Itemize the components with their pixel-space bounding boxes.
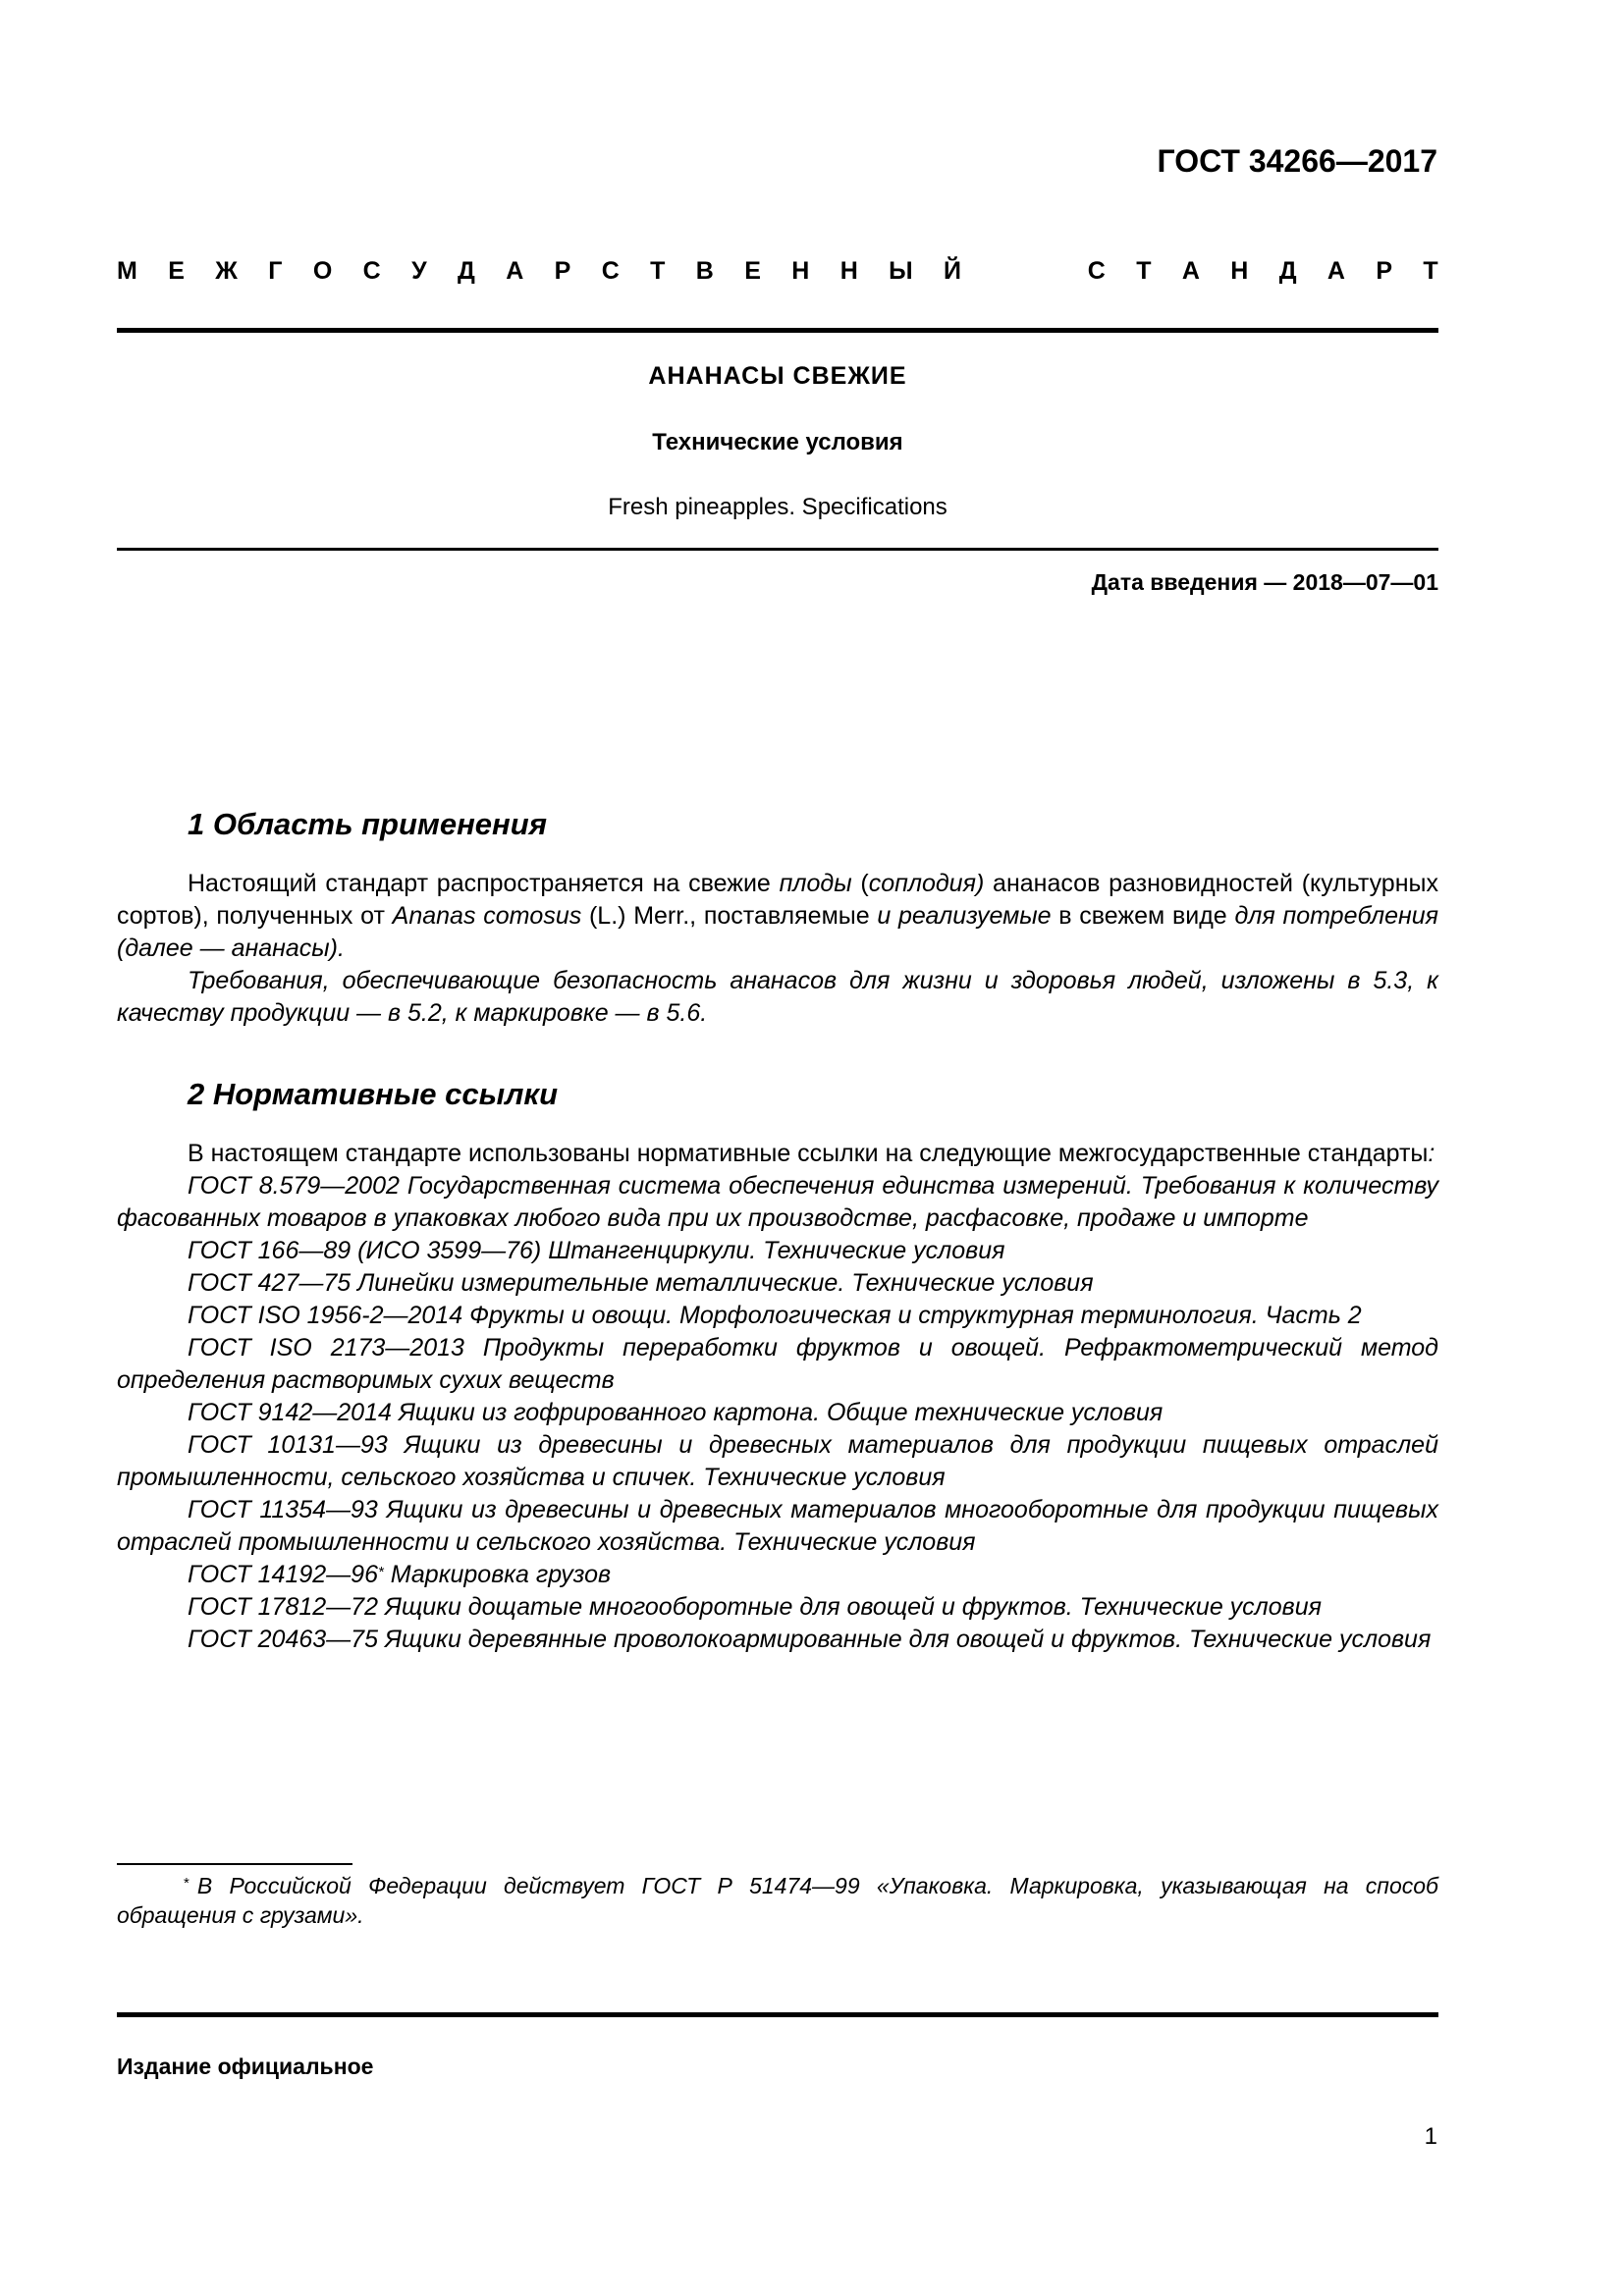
reference-item: ГОСТ 10131—93 Ящики из древесины и древесных материалов для продукции пищевых отраслей промышленности, сельского хозяйства и спичек. Технические условия — [117, 1431, 1438, 1491]
banner-letter: Ы — [889, 257, 913, 285]
reference-item: ГОСТ 20463—75 Ящики деревянные проволокоармированные для овощей и фруктов. Технические условия — [188, 1626, 1432, 1653]
document-title: АНАНАСЫ СВЕЖИЕ — [648, 362, 907, 390]
footnote-text: В Российской Федерации действует ГОСТ Р 51474—99 «Упаковка. Маркировка, указывающая на способ обращения с грузами». — [117, 1873, 1438, 1928]
standard-type-banner — [117, 257, 1438, 286]
banner-letter: Т — [1423, 257, 1438, 285]
banner-letter: Е — [744, 257, 761, 285]
banner-letter: О — [312, 257, 333, 285]
banner-letter: Ж — [215, 257, 238, 285]
paragraph — [117, 868, 1438, 965]
banner-gap — [992, 257, 1056, 286]
footer-rule — [117, 2012, 1438, 2017]
reference-item: ГОСТ 9142—2014 Ящики из гофрированного картона. Общие технические условия — [188, 1399, 1164, 1426]
footnote — [117, 1871, 1438, 1930]
paragraph — [117, 1138, 1438, 1170]
reference-item: ГОСТ 166—89 (ИСО 3599—76) Штангенциркули. Технические условия — [188, 1237, 1005, 1264]
banner-letter: Н — [791, 257, 810, 285]
text-run: Ananas comosus — [392, 902, 582, 930]
banner-letter: С — [601, 257, 620, 285]
text-run: плоды — [779, 870, 852, 897]
text-run: соплодия) — [868, 870, 985, 897]
banner-letter: С — [1087, 257, 1106, 285]
footnote-mark: * — [377, 1564, 384, 1580]
edition-label: Издание официальное — [117, 2054, 374, 2079]
section-heading: 2 Нормативные ссылки — [188, 1077, 559, 1111]
banner-letter: У — [411, 257, 427, 285]
title-rule — [117, 548, 1438, 551]
document-title-english: Fresh pineapples. Specifications — [608, 494, 947, 520]
footnote-rule — [117, 1863, 352, 1865]
banner-letter: Н — [839, 257, 858, 285]
banner-letter: Т — [1136, 257, 1152, 285]
banner-letter: Е — [168, 257, 185, 285]
footnote-mark: * — [184, 1875, 189, 1892]
text-run: Настоящий стандарт распространяется на свежие — [188, 870, 780, 897]
paragraph: Требования, обеспечивающие безопасность ананасов для жизни и здоровья людей, изложены в 5.3, к качеству продукции — в 5.2, к маркировке — в 5.6. — [117, 967, 1438, 1027]
text-run: : — [1428, 1140, 1435, 1167]
document-subtitle: Технические условия — [652, 429, 903, 455]
text-run: и реализуемые — [877, 902, 1052, 930]
introduction-date: Дата введения — 2018—07—01 — [1091, 569, 1438, 595]
document-number: ГОСТ 34266—2017 — [1157, 143, 1437, 179]
banner-letter: Д — [1278, 257, 1297, 285]
banner-letter: Г — [268, 257, 283, 285]
banner-letter: Р — [554, 257, 571, 285]
reference-item: ГОСТ 11354—93 Ящики из древесины и древесных материалов многооборотные для продукции пищевых отраслей промышленности и сельского хозяйства. Технические условия — [117, 1496, 1438, 1556]
reference-item: ГОСТ ISO 2173—2013 Продукты переработки фруктов и овощей. Рефрактометрический метод определения растворимых сухих веществ — [117, 1334, 1438, 1394]
text-run: ананасов разновидностей (культурных сортов), полученных от — [117, 870, 1438, 930]
banner-letter: М — [117, 257, 137, 285]
banner-letter: А — [506, 257, 524, 285]
reference-item: ГОСТ 427—75 Линейки измерительные металлические. Технические условия — [188, 1269, 1094, 1297]
page-number: 1 — [1424, 2123, 1437, 2150]
banner-letter: Т — [650, 257, 666, 285]
reference-item: ГОСТ 17812—72 Ящики дощатые многооборотные для овощей и фруктов. Технические условия — [188, 1593, 1322, 1621]
reference-item: ГОСТ ISO 1956-2—2014 Фрукты и овощи. Морфологическая и структурная терминология. Часть 2 — [188, 1302, 1362, 1329]
reference-item — [117, 1559, 1438, 1591]
banner-letter: В — [695, 257, 714, 285]
text-run: в свежем виде — [1051, 902, 1235, 930]
header-rule — [117, 328, 1438, 333]
text-run: В настоящем стандарте использованы нормативные ссылки на следующие межгосударственные стандарты — [188, 1140, 1429, 1167]
reference-item: ГОСТ 8.579—2002 Государственная система обеспечения единства измерений. Требования к количеству фасованных товаров в упаковках любого вида при их производстве, расфасовке, продаже и импорте — [117, 1172, 1438, 1232]
text-run: для потребления (далее — ананасы). — [117, 902, 1439, 962]
section-normative-references — [117, 1075, 1438, 1656]
text-run: ГОСТ 14192—96 — [188, 1561, 378, 1588]
banner-letter: Д — [458, 257, 475, 285]
section-scope — [117, 805, 1438, 1030]
banner-letter: С — [362, 257, 381, 285]
banner-letter: А — [1326, 257, 1345, 285]
text-run: (L.) Merr., поставляемые — [581, 902, 878, 930]
section-heading: 1 Область применения — [188, 807, 547, 841]
banner-letter: Й — [944, 257, 961, 285]
banner-letter: Р — [1376, 257, 1393, 285]
text-run: Маркировка грузов — [383, 1561, 612, 1588]
banner-letter: А — [1181, 257, 1200, 285]
text-run: ( — [851, 870, 869, 897]
banner-letter: Н — [1230, 257, 1249, 285]
